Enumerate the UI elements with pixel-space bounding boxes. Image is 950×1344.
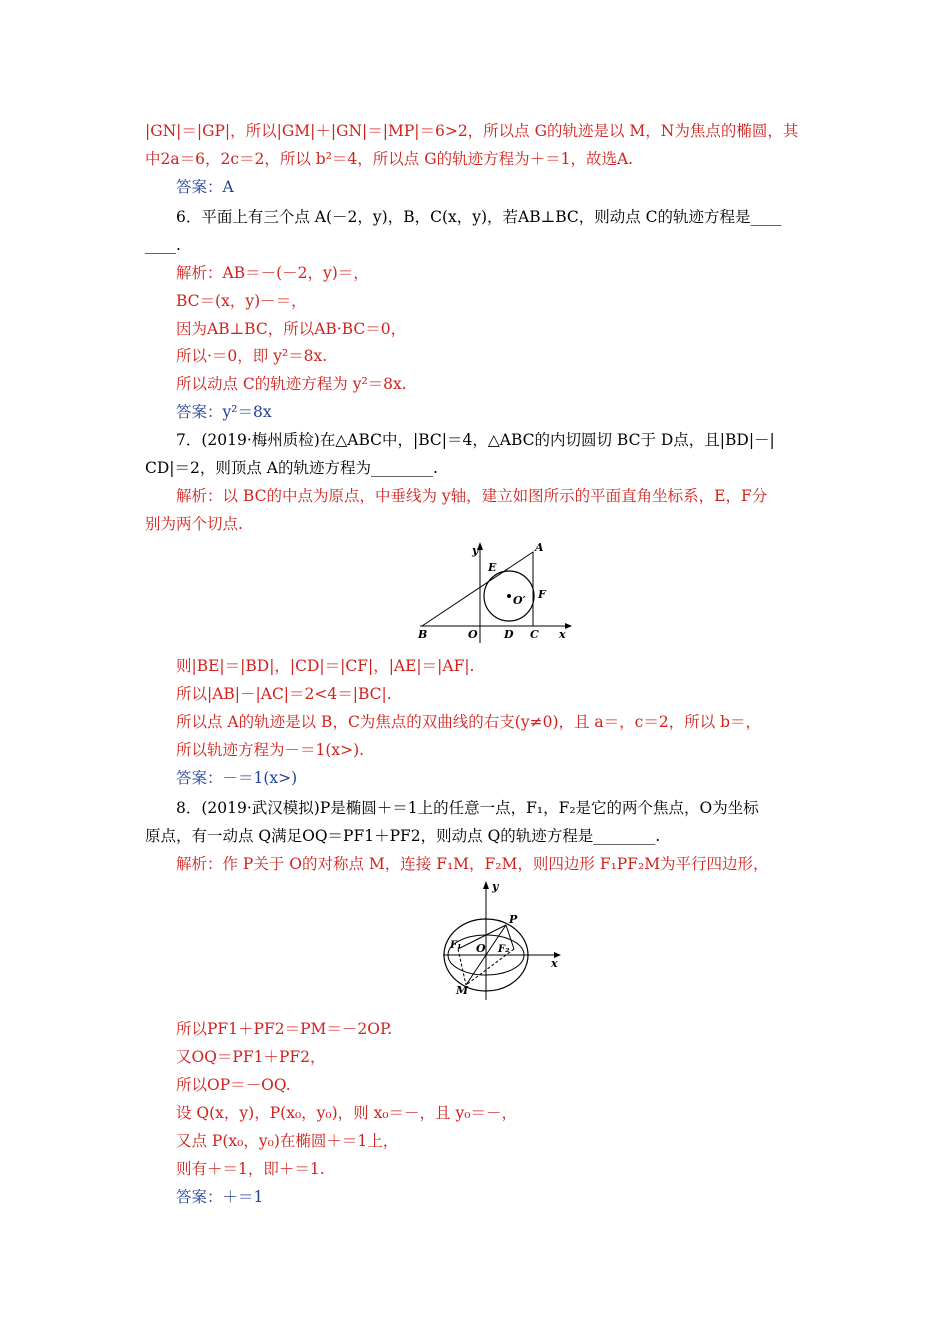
label-F2: F₂ bbox=[498, 944, 510, 955]
question-8-cont: 原点，有一动点 Q满足OQ＝PF1＋PF2，则动点 Q的轨迹方程是________. bbox=[145, 827, 661, 845]
solution-line: 则|BE|＝|BD|，|CD|＝|CF|，|AE|＝|AF|. bbox=[176, 657, 475, 675]
label-A: A bbox=[535, 541, 544, 554]
solution-line: 设 Q(x，y)，P(x₀，y₀)，则 x₀＝－，且 y₀＝－， bbox=[176, 1104, 517, 1122]
label-x: x bbox=[559, 628, 566, 641]
label-D: D bbox=[504, 628, 514, 641]
solution-line: 中2a＝6，2c＝2，所以 b²＝4，所以点 G的轨迹方程为＋＝1，故选A. bbox=[145, 150, 634, 168]
solution-line: 所以轨迹方程为－＝1(x>). bbox=[176, 741, 365, 759]
answer-line: 答案：y²＝8x bbox=[176, 403, 272, 421]
label-E: E bbox=[488, 561, 497, 574]
label-x: x bbox=[551, 957, 558, 970]
answer-line: 答案：＋＝1 bbox=[176, 1188, 264, 1206]
label-y: y bbox=[472, 544, 479, 557]
solution-line: 又OQ＝PF1＋PF2， bbox=[176, 1048, 326, 1066]
solution-line: 因为AB⊥BC，所以AB·BC＝0， bbox=[176, 320, 407, 338]
solution-line: 所以OP＝－OQ. bbox=[176, 1076, 291, 1094]
question-6: 6．平面上有三个点 A(－2，y)，B，C(x，y)，若AB⊥BC，则动点 C的轨迹方程是____ bbox=[176, 208, 782, 226]
label-M: M bbox=[456, 984, 469, 997]
label-O: O bbox=[468, 628, 478, 641]
answer-line: 答案：－＝1(x>) bbox=[176, 769, 298, 787]
label-P: P bbox=[509, 913, 518, 926]
solution-line: 所以PF1＋PF2＝PM＝－2OP. bbox=[176, 1020, 393, 1038]
question-6-blank: ____. bbox=[145, 236, 181, 254]
solution-line: BC＝(x，y)－＝， bbox=[176, 292, 307, 310]
solution-line: 所以·＝0，即 y²＝8x. bbox=[176, 347, 328, 365]
solution-line: 所以点 A的轨迹是以 B，C为焦点的双曲线的右支(y≠0)，且 a＝，c＝2，所以 b＝， bbox=[176, 713, 762, 731]
label-B: B bbox=[418, 628, 428, 641]
solution-line: 别为两个切点. bbox=[145, 515, 243, 533]
label-F: F bbox=[538, 588, 546, 601]
question-8: 8．(2019·武汉模拟)P是椭圆＋＝1上的任意一点，F₁，F₂是它的两个焦点，O为坐标 bbox=[176, 799, 759, 817]
label-C: C bbox=[530, 628, 539, 641]
incircle-triangle-figure bbox=[410, 538, 575, 646]
solution-line: 则有＋＝1，即＋＝1. bbox=[176, 1160, 325, 1178]
solution-line: 所以动点 C的轨迹方程为 y²＝8x. bbox=[176, 375, 407, 393]
solution-line: 解析：AB＝－(－2，y)＝， bbox=[176, 264, 369, 282]
label-F1: F₁ bbox=[450, 940, 462, 951]
label-O: O bbox=[476, 942, 486, 955]
solution-line: 又点 P(x₀，y₀)在椭圆＋＝1上， bbox=[176, 1132, 399, 1150]
question-7-cont: CD|＝2，则顶点 A的轨迹方程为________. bbox=[145, 459, 438, 477]
answer-line: 答案：A bbox=[176, 178, 234, 196]
solution-line: 所以|AB|－|AC|＝2<4＝|BC|. bbox=[176, 685, 392, 703]
solution-line: 解析：以 BC的中点为原点，中垂线为 y轴，建立如图所示的平面直角坐标系，E，F分 bbox=[176, 487, 768, 505]
ellipse-parallelogram-figure bbox=[438, 875, 568, 1005]
label-O-prime: O′ bbox=[513, 594, 526, 607]
label-y: y bbox=[492, 880, 499, 893]
question-7: 7．(2019·梅州质检)在△ABC中，|BC|＝4，△ABC的内切圆切 BC于 D点，且|BD|－| bbox=[176, 431, 775, 449]
solution-line: 解析：作 P关于 O的对称点 M，连接 F₁M，F₂M，则四边形 F₁PF₂M为平行四边形， bbox=[176, 855, 769, 873]
solution-line: |GN|＝|GP|，所以|GM|＋|GN|＝|MP|＝6>2，所以点 G的轨迹是以 M，N为焦点的椭圆，其 bbox=[145, 122, 799, 140]
